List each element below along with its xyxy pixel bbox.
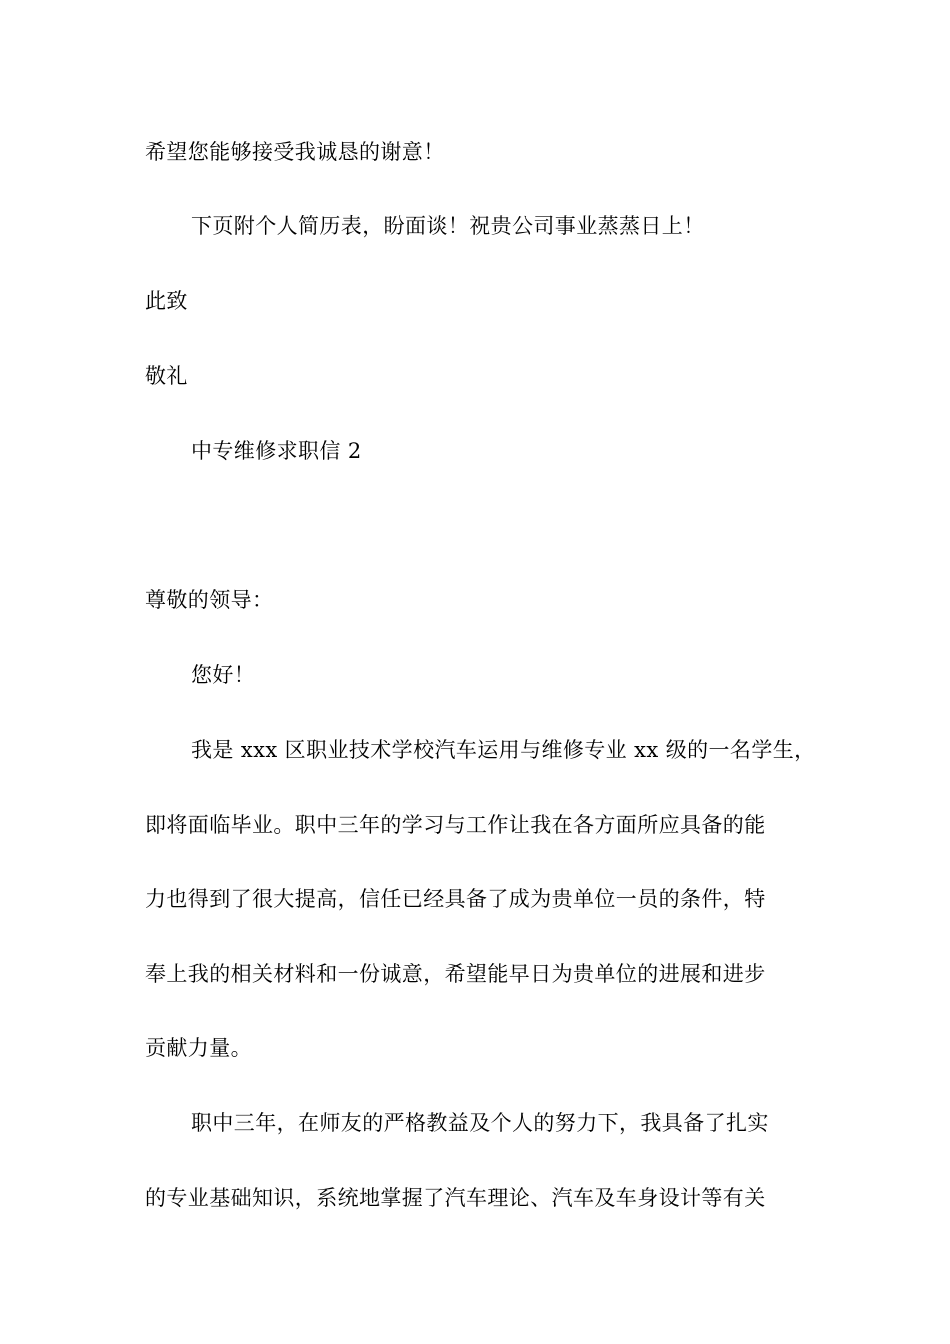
salutation-jingli: 敬礼 [145, 364, 188, 388]
greeting-hello: 您好！ [191, 663, 256, 687]
closing-sentence: 希望您能够接受我诚恳的谢意！ [145, 140, 445, 164]
attachment-note: 下页附个人简历表，盼面谈！祝贵公司事业蒸蒸日上！ [191, 214, 705, 238]
paragraph-line: 即将面临毕业。职中三年的学习与工作让我在各方面所应具备的能 [145, 813, 766, 837]
paragraph-line: 我是 xxx 区职业技术学校汽车运用与维修专业 xx 级的一名学生， [191, 738, 816, 762]
paragraph-line: 的专业基础知识，系统地掌握了汽车理论、汽车及车身设计等有关 [145, 1186, 766, 1210]
salutation-cizhi: 此致 [145, 289, 188, 313]
paragraph-line: 奉上我的相关材料和一份诚意，希望能早日为贵单位的进展和进步 [145, 962, 766, 986]
paragraph-line: 职中三年，在师友的严格教益及个人的努力下，我具备了扎实 [191, 1111, 769, 1135]
greeting-recipient: 尊敬的领导： [145, 588, 274, 612]
paragraph-line: 力也得到了很大提高，信任已经具备了成为贵单位一员的条件，特 [145, 887, 766, 911]
paragraph-line: 贡献力量。 [145, 1036, 252, 1060]
section-title: 中专维修求职信 2 [191, 439, 362, 463]
